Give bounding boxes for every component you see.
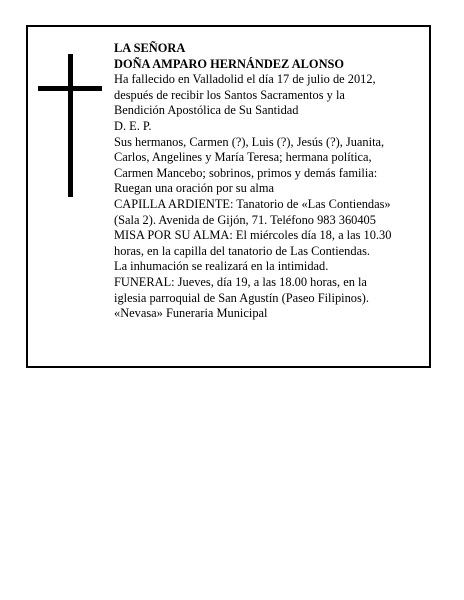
notice-line: Carmen Mancebo; sobrinos, primos y demás familia: bbox=[114, 165, 378, 180]
notice-title: LA SEÑORA bbox=[114, 41, 186, 55]
notice-line: La inhumación se realizará en la intimidad. bbox=[114, 259, 329, 274]
notice-line: Ruegan una oración por su alma bbox=[114, 181, 274, 196]
notice-line: horas, en la capilla del tanatorio de Las Contiendas. bbox=[114, 243, 370, 258]
notice-line: D. E. P. bbox=[114, 118, 152, 133]
notice-text bbox=[114, 41, 430, 322]
notice-line: después de recibir los Santos Sacramentos y la bbox=[114, 87, 345, 102]
notice-line: FUNERAL: Jueves, día 19, a las 18.00 horas, en la bbox=[114, 274, 367, 289]
notice-line: MISA POR SU ALMA: El miércoles día 18, a las 10.30 bbox=[114, 228, 392, 243]
death-notice bbox=[26, 25, 431, 368]
notice-line: Ha fallecido en Valladolid el día 17 de julio de 2012, bbox=[114, 72, 376, 87]
notice-line: (Sala 2). Avenida de Gijón, 71. Teléfono 983 360405 bbox=[114, 212, 376, 227]
notice-line: «Nevasa» Funeraria Municipal bbox=[114, 306, 268, 321]
notice-line: Bendición Apostólica de Su Santidad bbox=[114, 103, 299, 118]
notice-line: iglesia parroquial de San Agustín (Paseo Filipinos). bbox=[114, 290, 370, 305]
deceased-name: DOÑA AMPARO HERNÁNDEZ ALONSO bbox=[114, 56, 345, 71]
notice-line: Carlos, Angelines y María Teresa; hermana política, bbox=[114, 150, 372, 165]
cross-horizontal-bar bbox=[38, 86, 102, 91]
notice-line: CAPILLA ARDIENTE: Tanatorio de «Las Contiendas» bbox=[114, 196, 391, 211]
notice-line: Sus hermanos, Carmen (?), Luis (?), Jesús (?), Juanita, bbox=[114, 134, 385, 149]
cross-vertical-bar bbox=[68, 54, 73, 197]
